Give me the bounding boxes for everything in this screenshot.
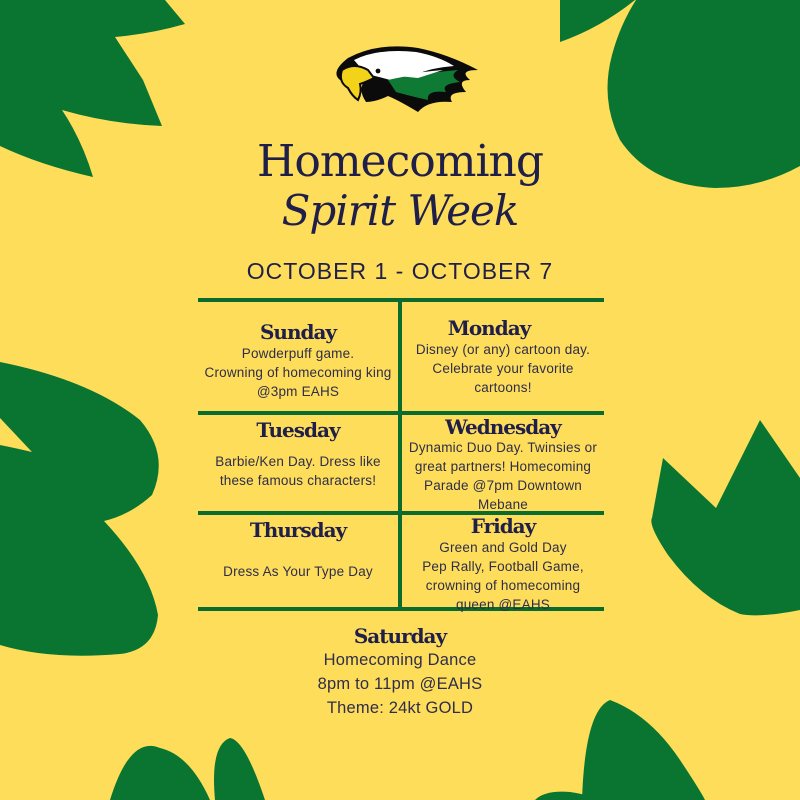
day-cell-thursday (198, 518, 398, 581)
day-desc-line: these famous characters! (219, 473, 377, 488)
day-desc-line: Parade @7pm Downtown (423, 478, 583, 493)
day-name: Thursday (249, 518, 347, 542)
day-block-saturday (250, 624, 550, 720)
day-desc-line: Disney (or any) cartoon day. (415, 342, 591, 357)
day-cell-friday (402, 514, 604, 614)
day-desc-line: great partners! Homecoming (414, 459, 592, 474)
day-desc-line: Mebane (478, 497, 528, 512)
day-desc-line: Theme: 24kt GOLD (326, 699, 474, 717)
eagle-logo-icon (318, 40, 482, 116)
day-desc-line: Powderpuff game. (241, 346, 355, 361)
day-cell-tuesday (198, 418, 398, 490)
day-desc-line: crowning of homecoming (425, 578, 581, 593)
day-name: Monday (447, 316, 531, 340)
day-desc-line: Dynamic Duo Day. Twinsies or (408, 440, 598, 455)
day-cell-wednesday (402, 416, 604, 514)
day-desc-line: queen @EAHS (456, 597, 550, 612)
day-desc-line: @3pm EAHS (256, 384, 340, 399)
day-desc-line: cartoons! (474, 380, 532, 395)
day-desc-line: Pep Rally, Football Game, (422, 559, 584, 574)
day-desc-line: Dress As Your Type Day (223, 564, 373, 579)
leaf-bottom-left-2 (214, 738, 265, 800)
title-homecoming: Homecoming (256, 136, 544, 187)
day-name: Saturday (353, 624, 447, 648)
day-name: Friday (470, 514, 536, 538)
day-desc-line: Green and Gold Day (439, 540, 567, 555)
leaf-left-middle (0, 362, 159, 656)
leaf-bottom-left-1 (110, 746, 210, 800)
day-desc-line: 8pm to 11pm @EAHS (317, 675, 483, 693)
leaf-right-middle (651, 420, 800, 615)
leaf-bottom-right-2 (582, 700, 705, 800)
day-name: Tuesday (256, 418, 340, 442)
day-name: Wednesday (445, 415, 561, 439)
title-spirit-week: Spirit Week (281, 186, 519, 235)
day-cell-monday (402, 316, 604, 397)
day-cell-sunday (198, 320, 398, 401)
day-desc-line: Homecoming Dance (323, 651, 477, 669)
date-range: OCTOBER 1 - OCTOBER 7 (246, 258, 554, 284)
day-name: Sunday (259, 320, 337, 344)
day-desc-line: Crowning of homecoming king (204, 365, 392, 380)
day-desc-line: Celebrate your favorite (432, 361, 574, 376)
day-desc-line: Barbie/Ken Day. Dress like (215, 454, 381, 469)
